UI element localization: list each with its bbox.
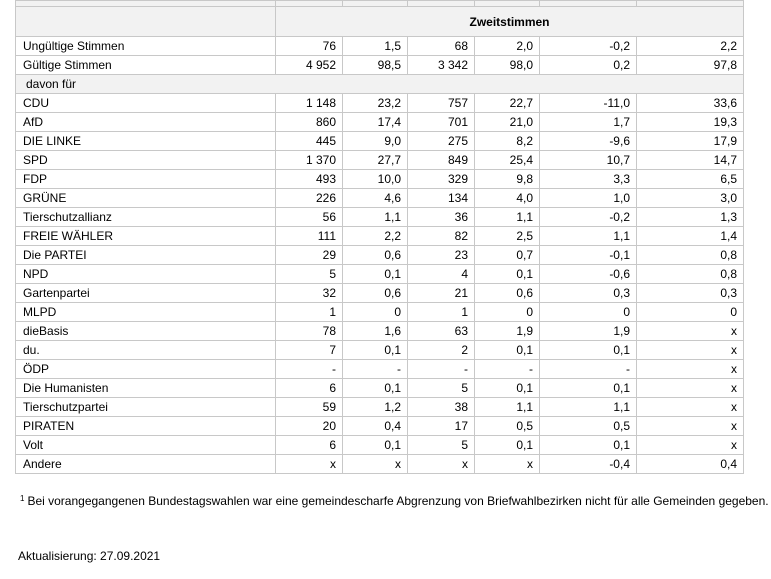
party-label: NPD [16,265,276,284]
cell: 6 [276,379,343,398]
party-label: Tierschutzpartei [16,398,276,417]
cell: 1 370 [276,151,343,170]
footnote [20,494,770,508]
party-label: PIRATEN [16,417,276,436]
cell: 0 [540,303,637,322]
cell: 2,2 [637,37,744,56]
table-row [16,246,744,265]
cell: 9,8 [475,170,540,189]
cell: 0,7 [475,246,540,265]
cell: 5 [276,265,343,284]
cell: x [637,341,744,360]
cell: 82 [408,227,475,246]
cell: x [637,322,744,341]
cell: 4,0 [475,189,540,208]
cell: 2,0 [475,37,540,56]
table-row [16,208,744,227]
party-label: Andere [16,455,276,474]
party-label: Gartenpartei [16,284,276,303]
party-label: Die Humanisten [16,379,276,398]
cell: 1,1 [343,208,408,227]
cell: x [408,455,475,474]
cell: 0,8 [637,265,744,284]
party-label: du. [16,341,276,360]
subgroup-label: davon für [16,75,744,94]
cell: 1,9 [540,322,637,341]
cell: 17 [408,417,475,436]
table-row [16,379,744,398]
cell: 5 [408,436,475,455]
cell: x [343,455,408,474]
cell: 0,1 [475,341,540,360]
cell: 134 [408,189,475,208]
cell: 0,1 [343,436,408,455]
row-label: Gültige Stimmen [16,56,276,75]
cell: - [276,360,343,379]
cell: - [343,360,408,379]
cell: 226 [276,189,343,208]
cell: 76 [276,37,343,56]
cell: 860 [276,113,343,132]
cell: x [637,360,744,379]
cell: 32 [276,284,343,303]
cell: 0,6 [475,284,540,303]
table-row [16,322,744,341]
cell: 20 [276,417,343,436]
party-label: dieBasis [16,322,276,341]
party-label: Volt [16,436,276,455]
cell: 4 952 [276,56,343,75]
cell: x [475,455,540,474]
cell: 0,3 [637,284,744,303]
results-table [15,0,744,474]
party-label: MLPD [16,303,276,322]
cell: 0,6 [343,284,408,303]
cell: 0,1 [343,379,408,398]
cell: 0,4 [343,417,408,436]
table-row-davon-fuer [16,75,744,94]
cell: 0,1 [475,379,540,398]
cell: 1,1 [540,398,637,417]
cell: 1,9 [475,322,540,341]
cell: 25,4 [475,151,540,170]
cell: x [637,398,744,417]
table-row [16,113,744,132]
cell: -0,4 [540,455,637,474]
cell: 0,1 [540,436,637,455]
cell: 0,1 [343,341,408,360]
row-label: Ungültige Stimmen [16,37,276,56]
cell: 0,4 [637,455,744,474]
cell: 0,5 [475,417,540,436]
cell: 1 [276,303,343,322]
cell: 59 [276,398,343,417]
header-empty-cell [16,7,276,37]
cell: 0 [343,303,408,322]
cell: 849 [408,151,475,170]
party-label: Die PARTEI [16,246,276,265]
cell: 2,5 [475,227,540,246]
cell: 22,7 [475,94,540,113]
table-group-header [16,7,744,37]
cell: 21,0 [475,113,540,132]
cell: 98,5 [343,56,408,75]
party-label: FREIE WÄHLER [16,227,276,246]
cell: -0,6 [540,265,637,284]
cell: 275 [408,132,475,151]
table-row [16,341,744,360]
cell: 1,1 [475,398,540,417]
cell: 4 [408,265,475,284]
cell: 0,6 [343,246,408,265]
cell: 23,2 [343,94,408,113]
cell: 3,3 [540,170,637,189]
cell: 757 [408,94,475,113]
cell: 0,1 [475,436,540,455]
footnote-marker: 1 [20,494,25,503]
cell: 56 [276,208,343,227]
cell: 29 [276,246,343,265]
cell: 6 [276,436,343,455]
cell: -0,2 [540,37,637,56]
cell: -0,2 [540,208,637,227]
cell: 3,0 [637,189,744,208]
table-row [16,151,744,170]
cell: 0,3 [540,284,637,303]
cell: 1,3 [637,208,744,227]
table-row [16,189,744,208]
party-label: CDU [16,94,276,113]
cell: 10,0 [343,170,408,189]
header-zweitstimmen: Zweitstimmen [276,7,744,37]
table-row [16,94,744,113]
cell: 0,1 [475,265,540,284]
cell: 98,0 [475,56,540,75]
cell: 6,5 [637,170,744,189]
table-row [16,284,744,303]
cell: 2,2 [343,227,408,246]
cell: 0,2 [540,56,637,75]
cell: - [408,360,475,379]
table-row [16,132,744,151]
cell: 1,2 [343,398,408,417]
cell: -0,1 [540,246,637,265]
cell: - [475,360,540,379]
cell: 63 [408,322,475,341]
table-row [16,455,744,474]
cell: 0,1 [540,341,637,360]
cell: 97,8 [637,56,744,75]
cell: 1,1 [475,208,540,227]
cell: 3 342 [408,56,475,75]
cell: 1,0 [540,189,637,208]
cell: 1,6 [343,322,408,341]
cell: 8,2 [475,132,540,151]
cell: 33,6 [637,94,744,113]
cell: 111 [276,227,343,246]
cell: 1,4 [637,227,744,246]
cell: 78 [276,322,343,341]
cell: 17,4 [343,113,408,132]
table-row [16,436,744,455]
party-label: DIE LINKE [16,132,276,151]
cell: 1,1 [540,227,637,246]
cell: 7 [276,341,343,360]
table-row-invalid [16,37,744,56]
cell: 493 [276,170,343,189]
party-label: SPD [16,151,276,170]
cell: - [540,360,637,379]
cell: -9,6 [540,132,637,151]
cell: 38 [408,398,475,417]
cell: 0,1 [540,379,637,398]
cell: 9,0 [343,132,408,151]
party-label: AfD [16,113,276,132]
cell: 21 [408,284,475,303]
table-row [16,360,744,379]
cell: 445 [276,132,343,151]
cell: 0,1 [343,265,408,284]
cell: 36 [408,208,475,227]
cell: 329 [408,170,475,189]
cell: 4,6 [343,189,408,208]
table-row [16,227,744,246]
table-row [16,398,744,417]
cell: 17,9 [637,132,744,151]
cell: 1,7 [540,113,637,132]
table-row-valid [16,56,744,75]
table-row [16,417,744,436]
cell: 19,3 [637,113,744,132]
party-label: GRÜNE [16,189,276,208]
cell: x [276,455,343,474]
cell: 2 [408,341,475,360]
cell: 701 [408,113,475,132]
update-date: Aktualisierung: 27.09.2021 [18,549,161,563]
cell: 14,7 [637,151,744,170]
cell: x [637,417,744,436]
party-label: ÖDP [16,360,276,379]
table-row [16,265,744,284]
cell: 10,7 [540,151,637,170]
table-row [16,303,744,322]
cell: 23 [408,246,475,265]
cell: 0,8 [637,246,744,265]
cell: -11,0 [540,94,637,113]
cell: 5 [408,379,475,398]
cell: 1 [408,303,475,322]
cell: 1,5 [343,37,408,56]
cell: 68 [408,37,475,56]
table-row [16,170,744,189]
cell: 0,5 [540,417,637,436]
cell: 1 148 [276,94,343,113]
party-label: Tierschutzallianz [16,208,276,227]
cell: x [637,436,744,455]
cell: 27,7 [343,151,408,170]
party-label: FDP [16,170,276,189]
footnote-text: Bei vorangegangenen Bundestagswahlen war eine gemeindescharfe Abgrenzung von Briefwahlbezirken nicht für alle Gemeinden gegeben. [27,494,769,508]
cell: x [637,379,744,398]
cell: 0 [475,303,540,322]
cell: 0 [637,303,744,322]
